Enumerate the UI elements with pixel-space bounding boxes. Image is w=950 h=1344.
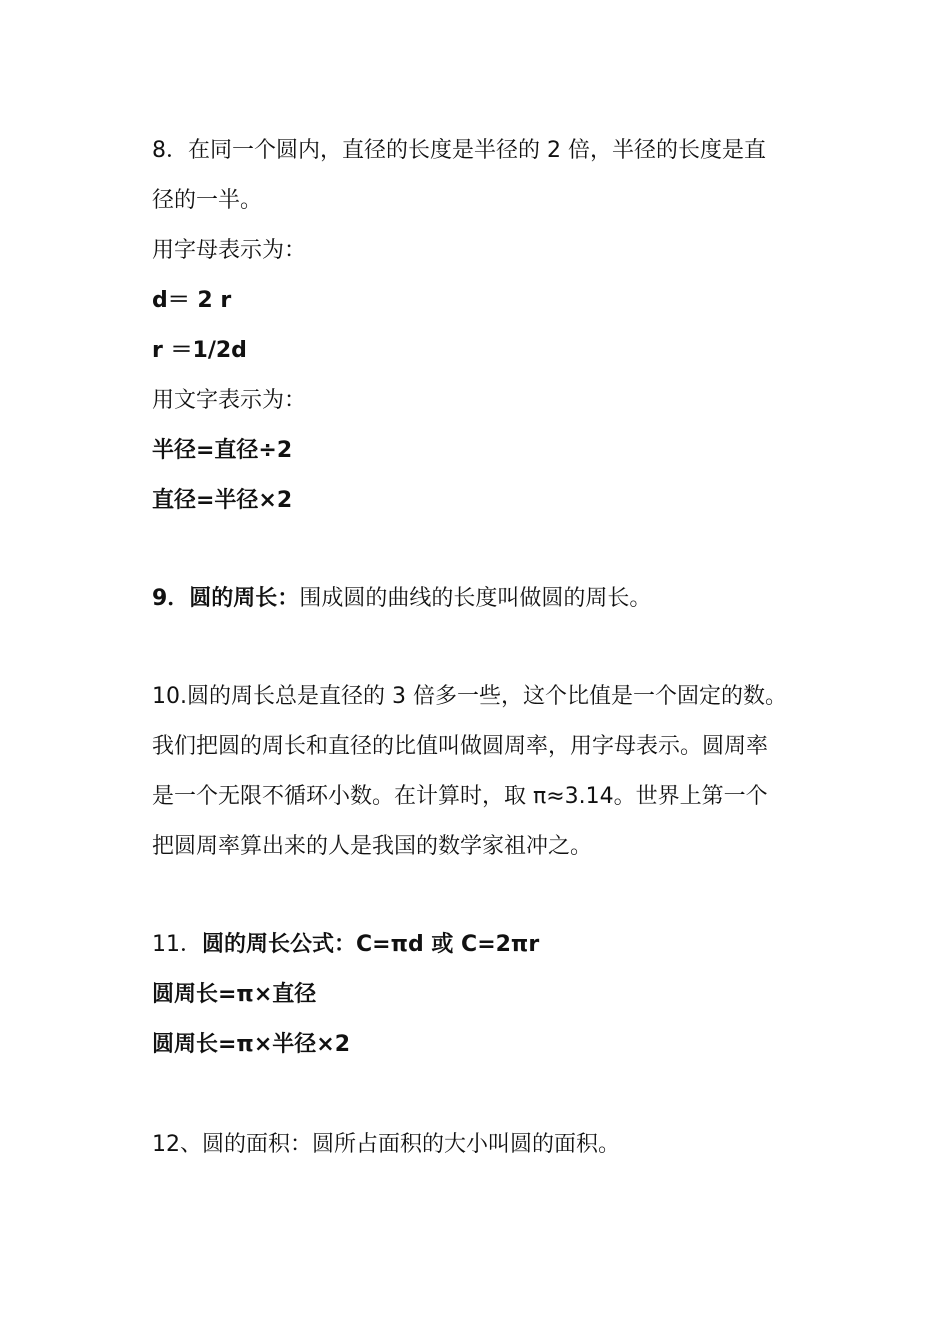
item8-line2: 径的一半。 (152, 188, 263, 213)
item8-formula-diameter: 直径=半径×2 (152, 488, 293, 513)
item8-formula-d: d＝ 2 r (152, 288, 232, 313)
item8-line1: 8．在同一个圆内，直径的长度是半径的 2 倍，半径的长度是直 (152, 138, 766, 163)
item11-line (152, 930, 539, 960)
item11-formula1: 圆周长=π×直径 (152, 982, 317, 1007)
item8-letters-label: 用字母表示为： (152, 238, 307, 263)
item9-text: 围成圆的曲线的长度叫做圆的周长。 (299, 586, 652, 611)
item11-formula2: 圆周长=π×半径×2 (152, 1032, 351, 1057)
item11-number: 11． (152, 932, 202, 957)
item8-formula-radius: 半径=直径÷2 (152, 438, 293, 463)
item8-words-label: 用文字表示为： (152, 388, 307, 413)
item9-line (152, 584, 651, 614)
item12-line: 12、圆的面积：圆所占面积的大小叫圆的面积。 (152, 1132, 620, 1157)
item11-title: 圆的周长公式：C=πd 或 C=2πr (202, 932, 540, 957)
item10-line1: 10.圆的周长总是直径的 3 倍多一些，这个比值是一个固定的数。 (152, 684, 787, 709)
item8-formula-r: r ＝1/2d (152, 338, 247, 363)
item10-line4: 把圆周率算出来的人是我国的数学家祖冲之。 (152, 834, 593, 859)
item10-line2: 我们把圆的周长和直径的比值叫做圆周率，用字母表示。圆周率 (152, 734, 769, 759)
item9-title: 9．圆的周长： (152, 586, 300, 611)
item10-line3: 是一个无限不循环小数。在计算时，取 π≈3.14。世界上第一个 (152, 784, 768, 809)
